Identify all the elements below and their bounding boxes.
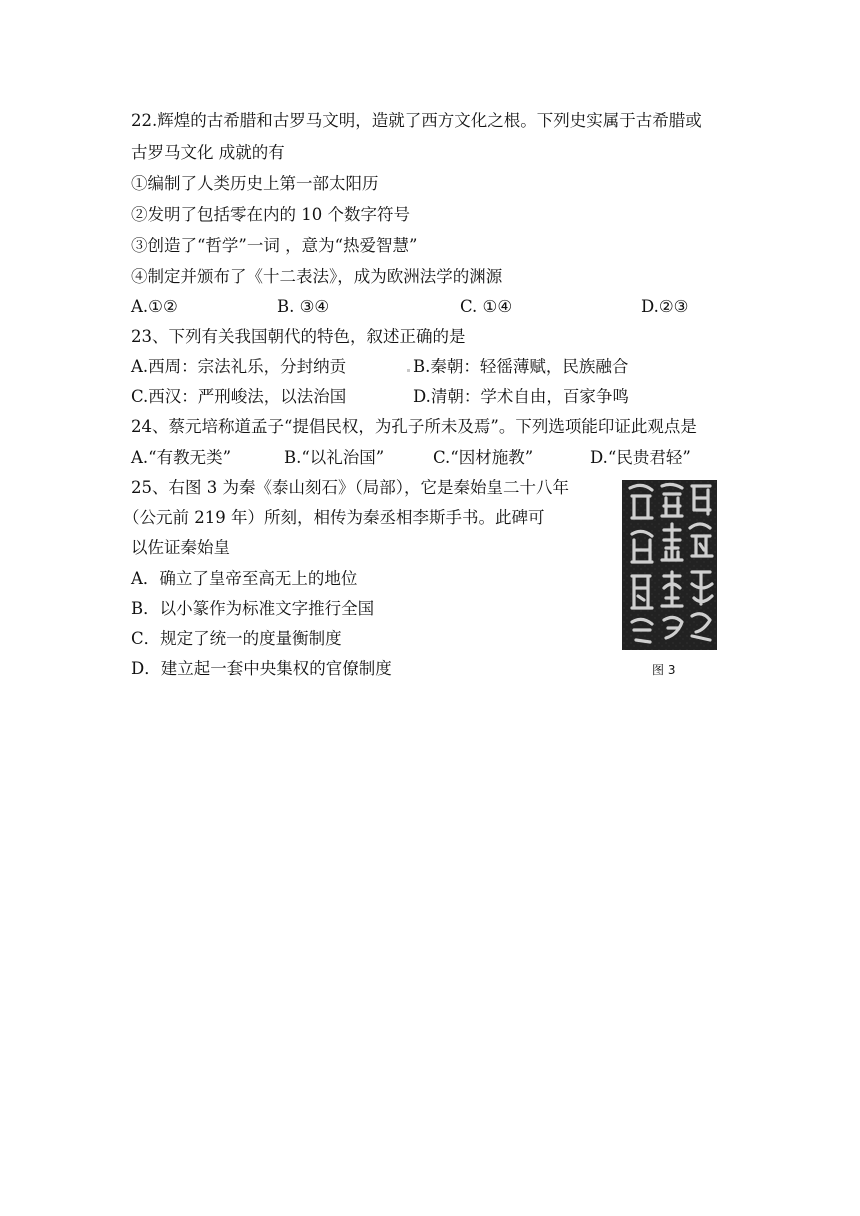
q23-stem: 23、下列有关我国朝代的特色，叙述正确的是 (131, 327, 466, 346)
q25-stem-line1: 25、右图 3 为秦《泰山刻石》（局部），它是秦始皇二十八年 (131, 478, 569, 497)
q23-option-c: C.西汉：严刑峻法，以法治国 (131, 387, 347, 406)
q23-option-a: A.西周：宗法礼乐，分封纳贡 (131, 357, 347, 376)
q24-option-d: D.“民贵君轻” (590, 448, 691, 467)
stone-inscription-rubbing-image (622, 480, 717, 650)
q24-option-a: A.“有教无类” (131, 448, 232, 467)
q25-option-d: D．建立起一套中央集权的官僚制度 (131, 659, 392, 678)
q24-option-c: C.“因材施教” (433, 448, 534, 467)
q22-option-a: A.①② (131, 297, 178, 316)
q25-stem-line3: 以佐证秦始皇 (131, 538, 230, 557)
q22-stem-line2: 古罗马文化 成就的有 (131, 143, 285, 162)
q22-option-c: C. ①④ (460, 297, 513, 316)
q25-option-c: C．规定了统一的度量衡制度 (131, 629, 342, 648)
q23-option-d: D.清朝：学术自由，百家争鸣 (413, 387, 629, 406)
q22-item-2: ②发明了包括零在内的 10 个数字符号 (131, 205, 410, 224)
q25-option-a: A．确立了皇帝至高无上的地位 (131, 569, 358, 588)
q22-item-3: ③创造了“哲学”一词 ，意为“热爱智慧” (131, 236, 418, 255)
stray-mark (407, 369, 410, 372)
q25-stem-line2: （公元前 219 年）所刻，相传为秦丞相李斯手书。此碑可 (123, 508, 545, 527)
figure-3-caption: 图 3 (652, 663, 676, 677)
q24-option-b: B.“以礼治国” (284, 448, 385, 467)
q22-item-1: ①编制了人类历史上第一部太阳历 (131, 174, 379, 193)
q25-option-b: B．以小篆作为标准文字推行全国 (131, 599, 375, 618)
q22-option-d: D.②③ (641, 297, 689, 316)
q23-option-b: B.秦朝：轻徭薄赋，民族融合 (413, 357, 629, 376)
q24-stem: 24、蔡元培称道孟子“提倡民权，为孔子所未及焉”。下列选项能印证此观点是 (131, 417, 697, 436)
q22-item-4: ④制定并颁布了《十二表法》，成为欧洲法学的渊源 (131, 267, 503, 286)
q22-option-b: B. ③④ (277, 297, 330, 316)
q22-stem-line1: 22.辉煌的古希腊和古罗马文明，造就了西方文化之根。下列史实属于古希腊或 (131, 111, 702, 130)
